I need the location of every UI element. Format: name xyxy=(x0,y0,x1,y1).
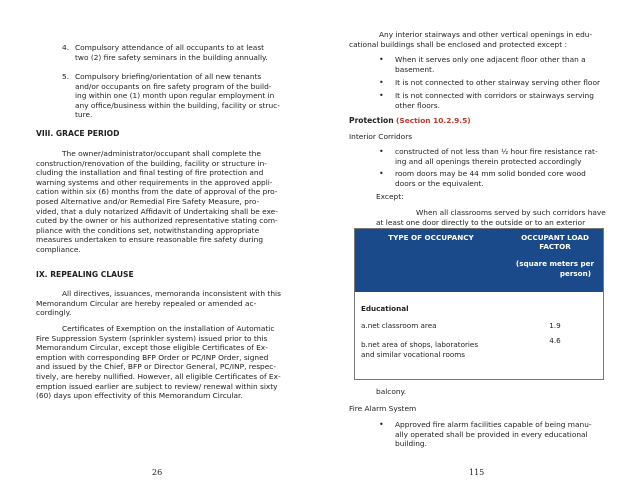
list-item: • constructed of not less than ½ hour fire resistance rat- ing and all openings therein protected accordingly xyxy=(379,147,611,166)
text-line: The owner/administrator/occupant shall complete the xyxy=(62,149,261,158)
text-line: All directives, issuances, memoranda inconsistent with this xyxy=(62,289,281,298)
text-line: b.net area of shops, laboratories xyxy=(361,340,479,350)
text-line: balcony. xyxy=(376,387,407,396)
list-item: • It is not connected to other stairway serving other floor xyxy=(379,78,611,88)
section-heading: VIII. GRACE PERIOD xyxy=(36,129,120,138)
text-line: It is not connected to other stairway serving other floor xyxy=(395,78,601,87)
text-line: building. xyxy=(395,439,427,449)
list-number: 5. xyxy=(62,72,70,81)
subheading: Fire Alarm System xyxy=(349,404,417,413)
grace-period-paragraph xyxy=(36,149,294,255)
text-line: other floors. xyxy=(395,100,440,110)
protection-label: Protection xyxy=(349,116,394,125)
text-line: Memorandum Circular are hereby repealed or amended ac- xyxy=(36,298,257,308)
section-reference: (Section 10.2.9.5) xyxy=(396,116,471,125)
text-line: and/or occupants on fire safety program of the build- xyxy=(75,81,272,91)
text-line: construction/renovation of the building, facility or structure in- xyxy=(36,158,267,168)
text-line: cuted by the owner or his authorized representative stating com- xyxy=(36,216,278,226)
repealing-paragraph-1 xyxy=(36,289,294,318)
table-cell: 4.6 xyxy=(549,336,561,346)
page-number: 115 xyxy=(469,468,485,477)
table-header-row xyxy=(355,229,604,292)
table-row xyxy=(355,292,604,318)
protection-heading xyxy=(349,116,471,126)
table-cell: 1.9 xyxy=(549,321,561,331)
right-page xyxy=(319,0,638,493)
text-line: (60) days upon effectivity of this Memorandum Circular. xyxy=(36,391,243,401)
text-line: any office/business within the building, facility or struc- xyxy=(75,100,280,110)
table-row xyxy=(355,334,604,379)
text-line: person) xyxy=(559,268,591,278)
table-cell xyxy=(355,334,508,379)
except-label: Except: xyxy=(376,192,404,201)
occupant-load-table xyxy=(354,228,604,380)
text-line: two (2) fire safety seminars in the building annually. xyxy=(75,52,268,62)
text-line: (square meters per xyxy=(515,259,595,269)
text-line: cluding the installation and final testing of fire protection and xyxy=(36,168,264,178)
text-line: ing and all openings therein protected accordingly xyxy=(395,156,582,166)
subheading: Interior Corridors xyxy=(349,132,413,141)
text-line: ally operated shall be provided in every educational xyxy=(395,429,588,439)
table-row xyxy=(355,318,604,334)
page-number: 26 xyxy=(152,468,163,477)
list-item xyxy=(62,43,294,62)
text-line: tively, are hereby nullified. However, all eligible Certificates of Ex- xyxy=(36,371,281,381)
text-line: Memorandum Circular, except those eligible Certificates of Ex- xyxy=(36,343,268,353)
text-line: basement. xyxy=(395,64,435,74)
text-line: cational buildings shall be enclosed and protected except : xyxy=(349,39,567,49)
section-heading: IX. REPEALING CLAUSE xyxy=(36,270,134,279)
table-header-cell xyxy=(507,229,604,292)
text-line: When it serves only one adjacent floor other than a xyxy=(395,55,586,64)
classroom-paragraph xyxy=(376,208,616,227)
text-line: cation within six (6) months from the date of approval of the pro- xyxy=(36,187,278,197)
list-item: • room doors may be 44 mm solid bonded core wood doors or the equivalent. xyxy=(379,169,611,188)
text-line: Compulsory attendance of all occupants to at least xyxy=(75,43,265,52)
text-line: compliance. xyxy=(36,244,81,254)
text-line: Compulsory briefing/orientation of all new tenants xyxy=(75,72,262,81)
repealing-paragraph-2 xyxy=(36,324,294,401)
text-line: Any interior stairways and other vertical openings in edu- xyxy=(379,30,593,39)
text-line: emption issued earlier are subject to review/ renewal within sixty xyxy=(36,381,278,391)
text-line: FACTOR xyxy=(539,242,571,252)
list-item xyxy=(62,72,294,120)
text-line: warning systems and other requirements in the approved appli- xyxy=(36,177,273,187)
text-line: at least one door directly to the outside or to an exterior xyxy=(376,217,586,227)
text-line: emption with corresponding BFP Order or PC/INP Order, signed xyxy=(36,352,269,362)
list-item: • When it serves only one adjacent floor other than a basement. xyxy=(379,55,611,74)
text-line: cordingly. xyxy=(36,308,72,318)
text-line: pliance with the conditions set, notwithstanding appropriate xyxy=(36,225,260,235)
list-number: 4. xyxy=(62,43,70,52)
text-line: measures undertaken to ensure reasonable fire safety during xyxy=(36,235,264,245)
text-line: posed Alternative and/or Remedial Fire Safety Measure, pro- xyxy=(36,196,260,206)
text-line: vided, that a duly notarized Affidavit of Undertaking shall be exe- xyxy=(36,206,278,216)
list-item: • Approved fire alarm facilities capable of being manu- ally operated shall be provided in every educational building. xyxy=(379,420,611,449)
text-line: and issued by the Chief, BFP or Director General, PC/INP, respec- xyxy=(36,362,277,372)
text-line: OCCUPANT LOAD xyxy=(521,233,589,242)
text-line: Approved fire alarm facilities capable of being manu- xyxy=(395,420,592,429)
text-line: Certificates of Exemption on the installation of Automatic xyxy=(62,324,275,333)
text-line: Fire Suppression System (sprinkler system) issued prior to this xyxy=(36,333,268,343)
text-line: ing within one (1) month upon regular employment in xyxy=(75,91,275,101)
table-group-label: Educational xyxy=(361,304,409,314)
table-header-cell: TYPE OF OCCUPANCY xyxy=(355,229,508,292)
text-line: It is not connected with corridors or stairways serving xyxy=(395,91,594,100)
text-line: When all classrooms served by such corridors have xyxy=(416,208,606,217)
text-line: room doors may be 44 mm solid bonded core wood xyxy=(395,169,586,178)
intro-paragraph xyxy=(349,30,611,49)
table-cell: a.net classroom area xyxy=(361,321,437,331)
text-line: ture. xyxy=(75,110,93,120)
text-line: constructed of not less than ½ hour fire resistance rat- xyxy=(395,147,598,156)
text-line: and similar vocational rooms xyxy=(361,349,465,359)
text-line: doors or the equivalent. xyxy=(395,178,484,188)
list-item: • It is not connected with corridors or stairways serving other floors. xyxy=(379,91,611,110)
